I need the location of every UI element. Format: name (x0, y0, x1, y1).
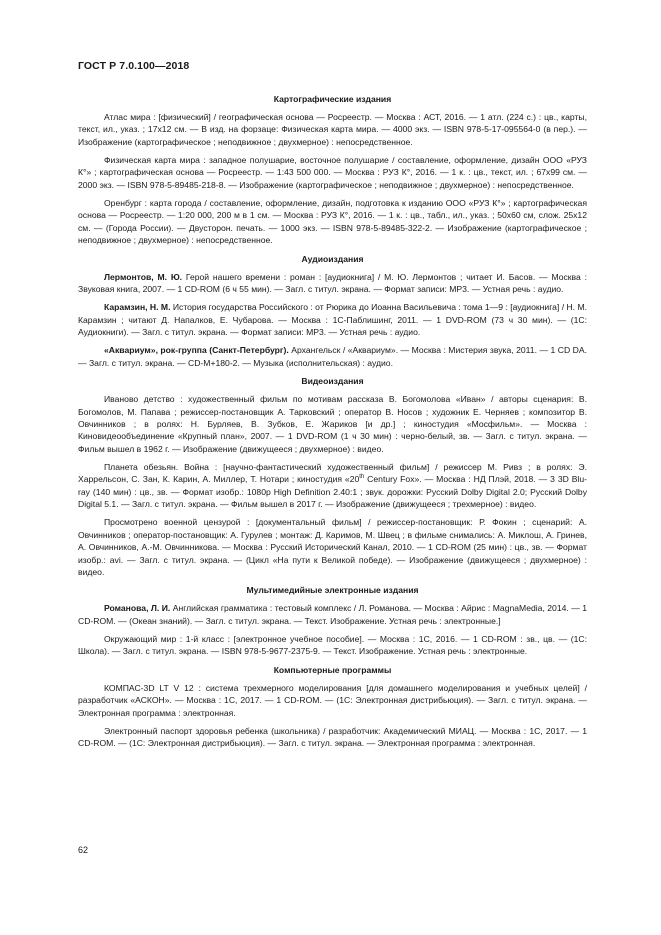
document-header: ГОСТ Р 7.0.100—2018 (78, 60, 190, 72)
section-title: Компьютерные программы (273, 664, 392, 675)
entry-author: «Аквариум», рок-группа (Санкт-Петербург). (104, 345, 289, 356)
document-body (78, 88, 587, 757)
entry: Просмотрено военной цензурой : [документальный фильм] / режиссер-постановщик: Р. Фокин ; сценарий: А. Овчинников ; оператор-постановщик: А. Гурулев ; монтаж: Д. Каримов, М. Швец ; в фильме снимались: А. Миклош, А. Гринев, А. Овчинников, А.-М. Овчинникова. — Москва : Русский Исторический Канал, 2010. — 1 CD-ROM (25 мин) : цв., зв. — Формат изобр.: avi. — Загл. с титул. экрана. — (Цикл «На пути к Великой победе). — Изображение (движущееся ; двухмерное) : видео. (78, 517, 587, 577)
entry: Романова, Л. И. Английская грамматика : тестовый комплекс / Л. Романова. — Москва : Айрис : MagnaMedia, 2014. — 1 CD-ROM. — (Океан знаний). — Загл. с титул. экрана. — Текст. Изображение. Устная речь : электронные.] (78, 603, 587, 626)
section-software (78, 665, 587, 750)
section-title: Видеоиздания (301, 376, 364, 387)
entry: Атлас мира : [физический] / географическая основа — Росреестр. — Москва : АСТ, 2016. — 1 атл. (224 с.) : цв., карты, текст, ил., указ. ; 17х12 см. — В изд. на форзаце: Физическая карта мира. — 4000 экз. — ISBN 978-5-17-095564-0 (в пер.). — Изображение (картографическое ; неподвижное ; двухмерное) : непосредственное. (78, 112, 587, 147)
section-video (78, 376, 587, 578)
entry-author: Карамзин, Н. М. (104, 302, 171, 313)
entry: Карамзин, Н. М. История государства Российского : от Рюрика до Иоанна Васильевича : тома 1—9 : [аудиокнига] / Н. М. Карамзин ; читают Д. Напалков, Е. Чубарова. — Москва : 1С-Паблишинг, 2011. — 1 DVD-ROM (73 ч 30 мин). — (1С: Аудиокниги). — Загл. с титул. экрана. — Формат записи: MP3. — Устная речь : аудио. (78, 302, 588, 338)
entry: Лермонтов, М. Ю. Герой нашего времени : роман : [аудиокнига] / М. Ю. Лермонтов ; читает И. Басов. — Москва : Звуковая книга, 2007. — 1 CD-ROM (6 ч 55 мин). — Загл. с титул. экрана. — Формат записи: MP3. — Устная речь : аудио. (78, 271, 588, 295)
section-title: Картографические издания (273, 94, 392, 104)
page-number: 62 (78, 845, 89, 855)
entry: Физическая карта мира : западное полушарие, восточное полушарие / составление, оформление, дизайн ООО «РУЗ К°» ; картографическая основа — Росреестр. — 1:43 500 000. — Москва : РУЗ К°, 2016. — 1 к. : цв., текст, ил. ; 67х99 см. — 2000 экз. — ISBN 978-5-89485-218-8. — Изображение (картографическое ; неподвижное ; двухмерное) : непосредственное. (78, 155, 587, 190)
entry: КОМПАС-3D LT V 12 : система трехмерного моделирования [для домашнего моделирования и учебных целей] / разработчик «АСКОН». — Москва : 1С, 2017. — 1 CD-ROM. — (1С: Электронная дистрибьюция). — Загл. с титул. экрана. — Электронная программа : электронная. (78, 682, 587, 718)
entry-author: Лермонтов, М. Ю. (104, 271, 183, 282)
section-multimedia (78, 585, 587, 657)
entry: Иваново детство : художественный фильм по мотивам рассказа В. Богомолова «Иван» / авторы сценария: В. Богомолов, М. Папава ; режиссер-постановщик А. Тарковский ; оператор В. Носов ; художник Е. Черняев ; композитор В. Овчинников ; в ролях: Н. Бурляев, В. Зубков, Е. Жариков [и др.] ; киностудия «Мосфильм». — Москва : Киновидеообъединение «Крупный план», 2007. — 1 DVD-ROM (1 ч 30 мин) : черно-белый, зв. — Загл. с титул. экрана. — Фильм вышел в 1962 г. — Изображение (движущееся ; двухмерное) : видео. (78, 394, 587, 454)
entry: «Аквариум», рок-группа (Санкт-Петербург). Архангельск / «Аквариум». — Москва : Мистерия звука, 2011. — 1 CD DA. — Загл. с титул. экрана. — CD-M+180-2. — Музыка (исполнительская) : аудио. (78, 345, 587, 368)
section-title: Мультимедийные электронные издания (246, 585, 419, 596)
entry-author: Романова, Л. И. (104, 603, 171, 614)
entry: Оренбург : карта города / составление, оформление, дизайн, подготовка к изданию ООО «РУЗ К°» ; картографическая основа — Росреестр. — 1:20 000, 200 м в 1 см. — Москва : РУЗ К°, 2016. — 1 к. : цв., табл., ил., указ. ; 50х60 см, слож. 25х12 см. — (Города России). — Двусторон. печать. — 1000 экз. — ISBN 978-5-89485-322-2. — Изображение (картографическое ; неподвижное ; двухмерное) : непосредственное. (78, 198, 587, 246)
entry: Электронный паспорт здоровья ребенка (школьника) / разработчик: Академический МИАЦ. — Москва : 1С, 2017. — 1 CD-ROM. — (1С: Электронная дистрибьюция). — Загл. с титул. экрана. — Электронная программа : электронная. (78, 725, 587, 749)
section-cartographic (78, 94, 587, 247)
section-audio (78, 254, 587, 369)
section-title: Аудиоиздания (301, 253, 364, 264)
entry: Окружающий мир : 1-й класс : [электронное учебное пособие]. — Москва : 1С, 2016. — 1 CD-ROM : зв., цв. — (1С: Школа). — Загл. с титул. экрана. — ISBN 978-5-9677-2375-9. — Текст. Изображение. Устная речь : электронные. (78, 633, 587, 657)
entry: Планета обезьян. Война : [научно-фантастический художественный фильм] / режиссер М. Ривз ; в ролях: Э. Харрельсон, С. Зан, К. Карин, А. Миллер, Т. Нотари ; киностудия «20th Century Fox». — Москва : НД Плэй, 2018. — 3 3D Blu-ray (140 мин) : цв., зв. — Формат изобр.: 1080p High Definition 2.40:1 ; звук. дорожки: Русский Dolby Digital 2.0; Русский Dolby Digital 5.1. — Загл. с титул. экрана. — Фильм вышел в 2017 г. — Изображение (движущееся ; трехмерное) : видео. (78, 461, 587, 510)
